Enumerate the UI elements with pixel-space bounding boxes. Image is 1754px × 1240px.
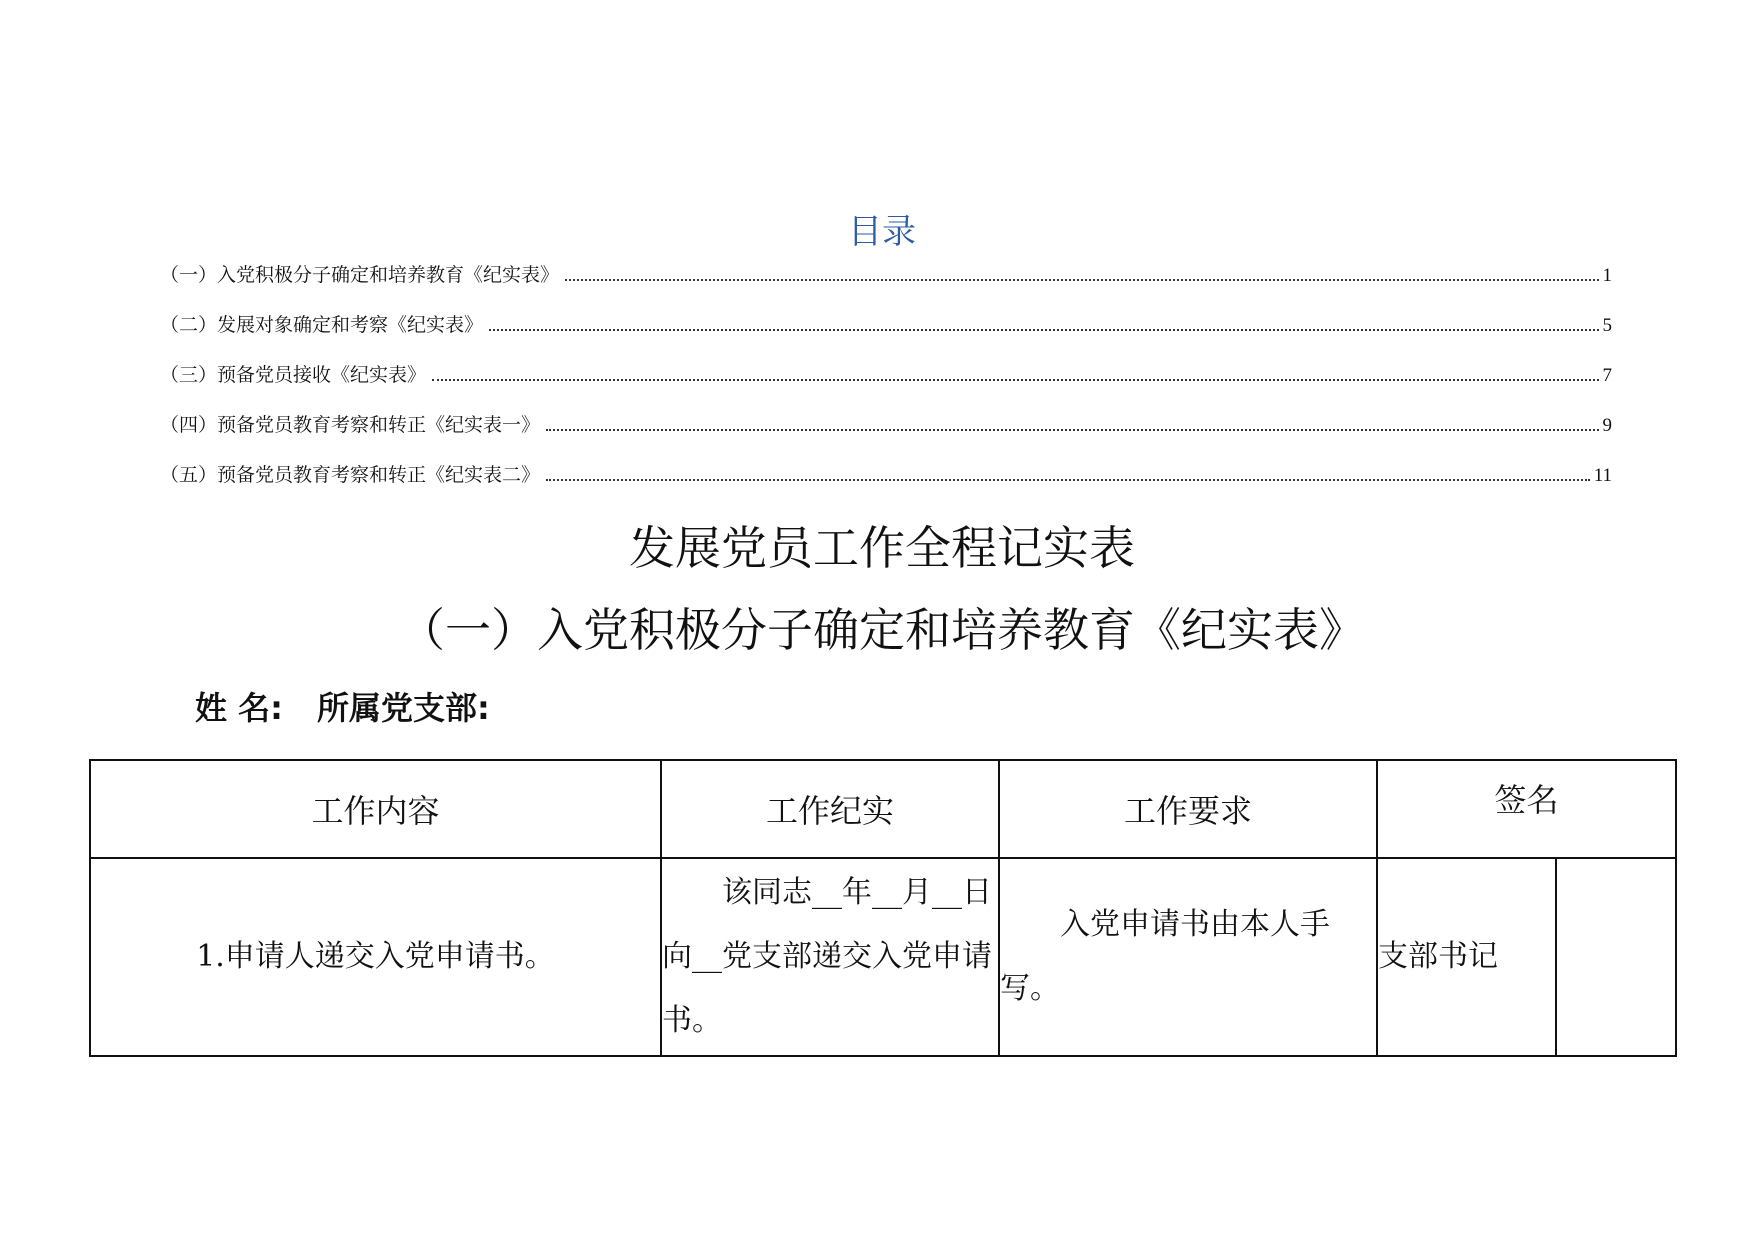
toc-leader-dots [546, 429, 1598, 431]
toc-item-page: 5 [1602, 315, 1612, 336]
toc-item-label: （二）发展对象确定和考察《纪实表》 [160, 314, 484, 336]
toc-item-page: 1 [1602, 265, 1612, 286]
work-content-cell: 1.申请人递交入党申请书。 [90, 858, 661, 1056]
toc-item-page: 11 [1593, 465, 1612, 486]
toc-item[interactable] [160, 362, 1612, 412]
toc-item-page: 9 [1602, 415, 1612, 436]
toc-list [160, 262, 1612, 512]
toc-leader-dots [489, 329, 1598, 331]
toc-item[interactable] [160, 412, 1612, 462]
record-table [89, 759, 1677, 1057]
applicant-info-line [195, 688, 490, 728]
document-sub-title: （一）入党积极分子确定和培养教育《纪实表》 [399, 603, 1365, 657]
signer-role-cell: 支部书记 [1377, 858, 1556, 1056]
work-requirement-cell: 入党申请书由本人手写。 [999, 858, 1377, 1056]
document-main-title: 发展党员工作全程记实表 [629, 521, 1135, 575]
header-signature: 签名 [1377, 760, 1676, 858]
toc-item[interactable] [160, 312, 1612, 362]
toc-title: 目录 [848, 212, 916, 252]
signature-cell[interactable] [1556, 858, 1676, 1056]
toc-item-label: （四）预备党员教育考察和转正《纪实表一》 [160, 414, 541, 436]
toc-item[interactable] [160, 262, 1612, 312]
table-row [90, 858, 1676, 1056]
header-work-content: 工作内容 [90, 760, 661, 858]
toc-leader-dots [546, 479, 1590, 481]
name-label: 姓 名: [195, 689, 283, 727]
table-header-row [90, 760, 1676, 858]
toc-item-page: 7 [1602, 365, 1612, 386]
header-work-requirement: 工作要求 [999, 760, 1377, 858]
work-record-cell[interactable]: 该同志__年__月__日向__党支部递交入党申请书。 [661, 858, 999, 1056]
toc-item-label: （一）入党积极分子确定和培养教育《纪实表》 [160, 264, 560, 286]
toc-item-label: （三）预备党员接收《纪实表》 [160, 364, 427, 386]
header-work-record: 工作纪实 [661, 760, 999, 858]
toc-item[interactable] [160, 462, 1612, 512]
toc-item-label: （五）预备党员教育考察和转正《纪实表二》 [160, 464, 541, 486]
branch-label: 所属党支部: [316, 689, 490, 727]
toc-leader-dots [432, 379, 1598, 381]
toc-leader-dots [565, 279, 1598, 281]
